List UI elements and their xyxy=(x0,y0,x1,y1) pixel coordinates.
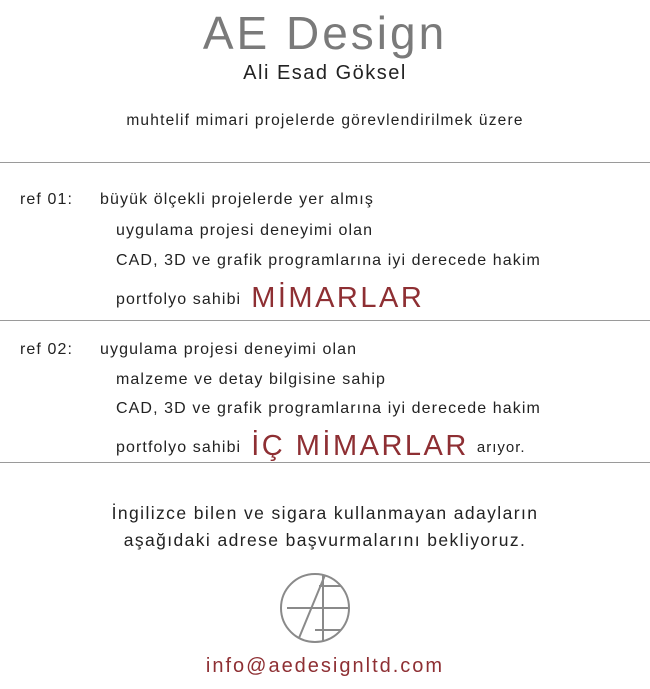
ref02-highlight: İÇ MİMARLAR xyxy=(251,430,469,462)
ref02-suffix: arıyor. xyxy=(476,439,526,456)
contact-email[interactable]: info@aedesignltd.com xyxy=(205,655,445,677)
ref02-line-1: uygulama projesi deneyimi olan xyxy=(100,341,358,358)
closing-line-2: aşağıdaki adrese başvurmalarını bekliyoruz. xyxy=(123,530,527,550)
ref02-line-3: CAD, 3D ve grafik programlarına iyi derecede hakim xyxy=(116,400,541,417)
divider xyxy=(0,320,650,321)
company-title: AE Design xyxy=(202,7,448,59)
closing-line-1: İngilizce bilen ve sigara kullanmayan adayların xyxy=(111,503,539,523)
ref01-line-1: büyük ölçekli projelerde yer almış xyxy=(100,191,374,208)
ref01-line-2: uygulama projesi deneyimi olan xyxy=(116,222,374,239)
divider xyxy=(0,462,650,463)
ref02-line-2: malzeme ve detay bilgisine sahip xyxy=(116,371,386,388)
owner-name: Ali Esad Göksel xyxy=(243,62,407,84)
ref01-portfolio-text: portfolyo sahibi xyxy=(116,291,242,308)
ref01-line-4 xyxy=(116,282,424,315)
ref02-portfolio-text: portfolyo sahibi xyxy=(116,439,242,456)
ref02-line-4 xyxy=(116,430,526,463)
ref01-line-3: CAD, 3D ve grafik programlarına iyi derecede hakim xyxy=(116,252,541,269)
intro-text: muhtelif mimari projelerde görevlendirilmek üzere xyxy=(126,112,524,129)
divider xyxy=(0,162,650,163)
ref02-label: ref 02: xyxy=(20,341,74,358)
ref01-label: ref 01: xyxy=(20,191,74,208)
ae-monogram-icon xyxy=(279,572,351,644)
ref01-highlight: MİMARLAR xyxy=(251,282,425,314)
